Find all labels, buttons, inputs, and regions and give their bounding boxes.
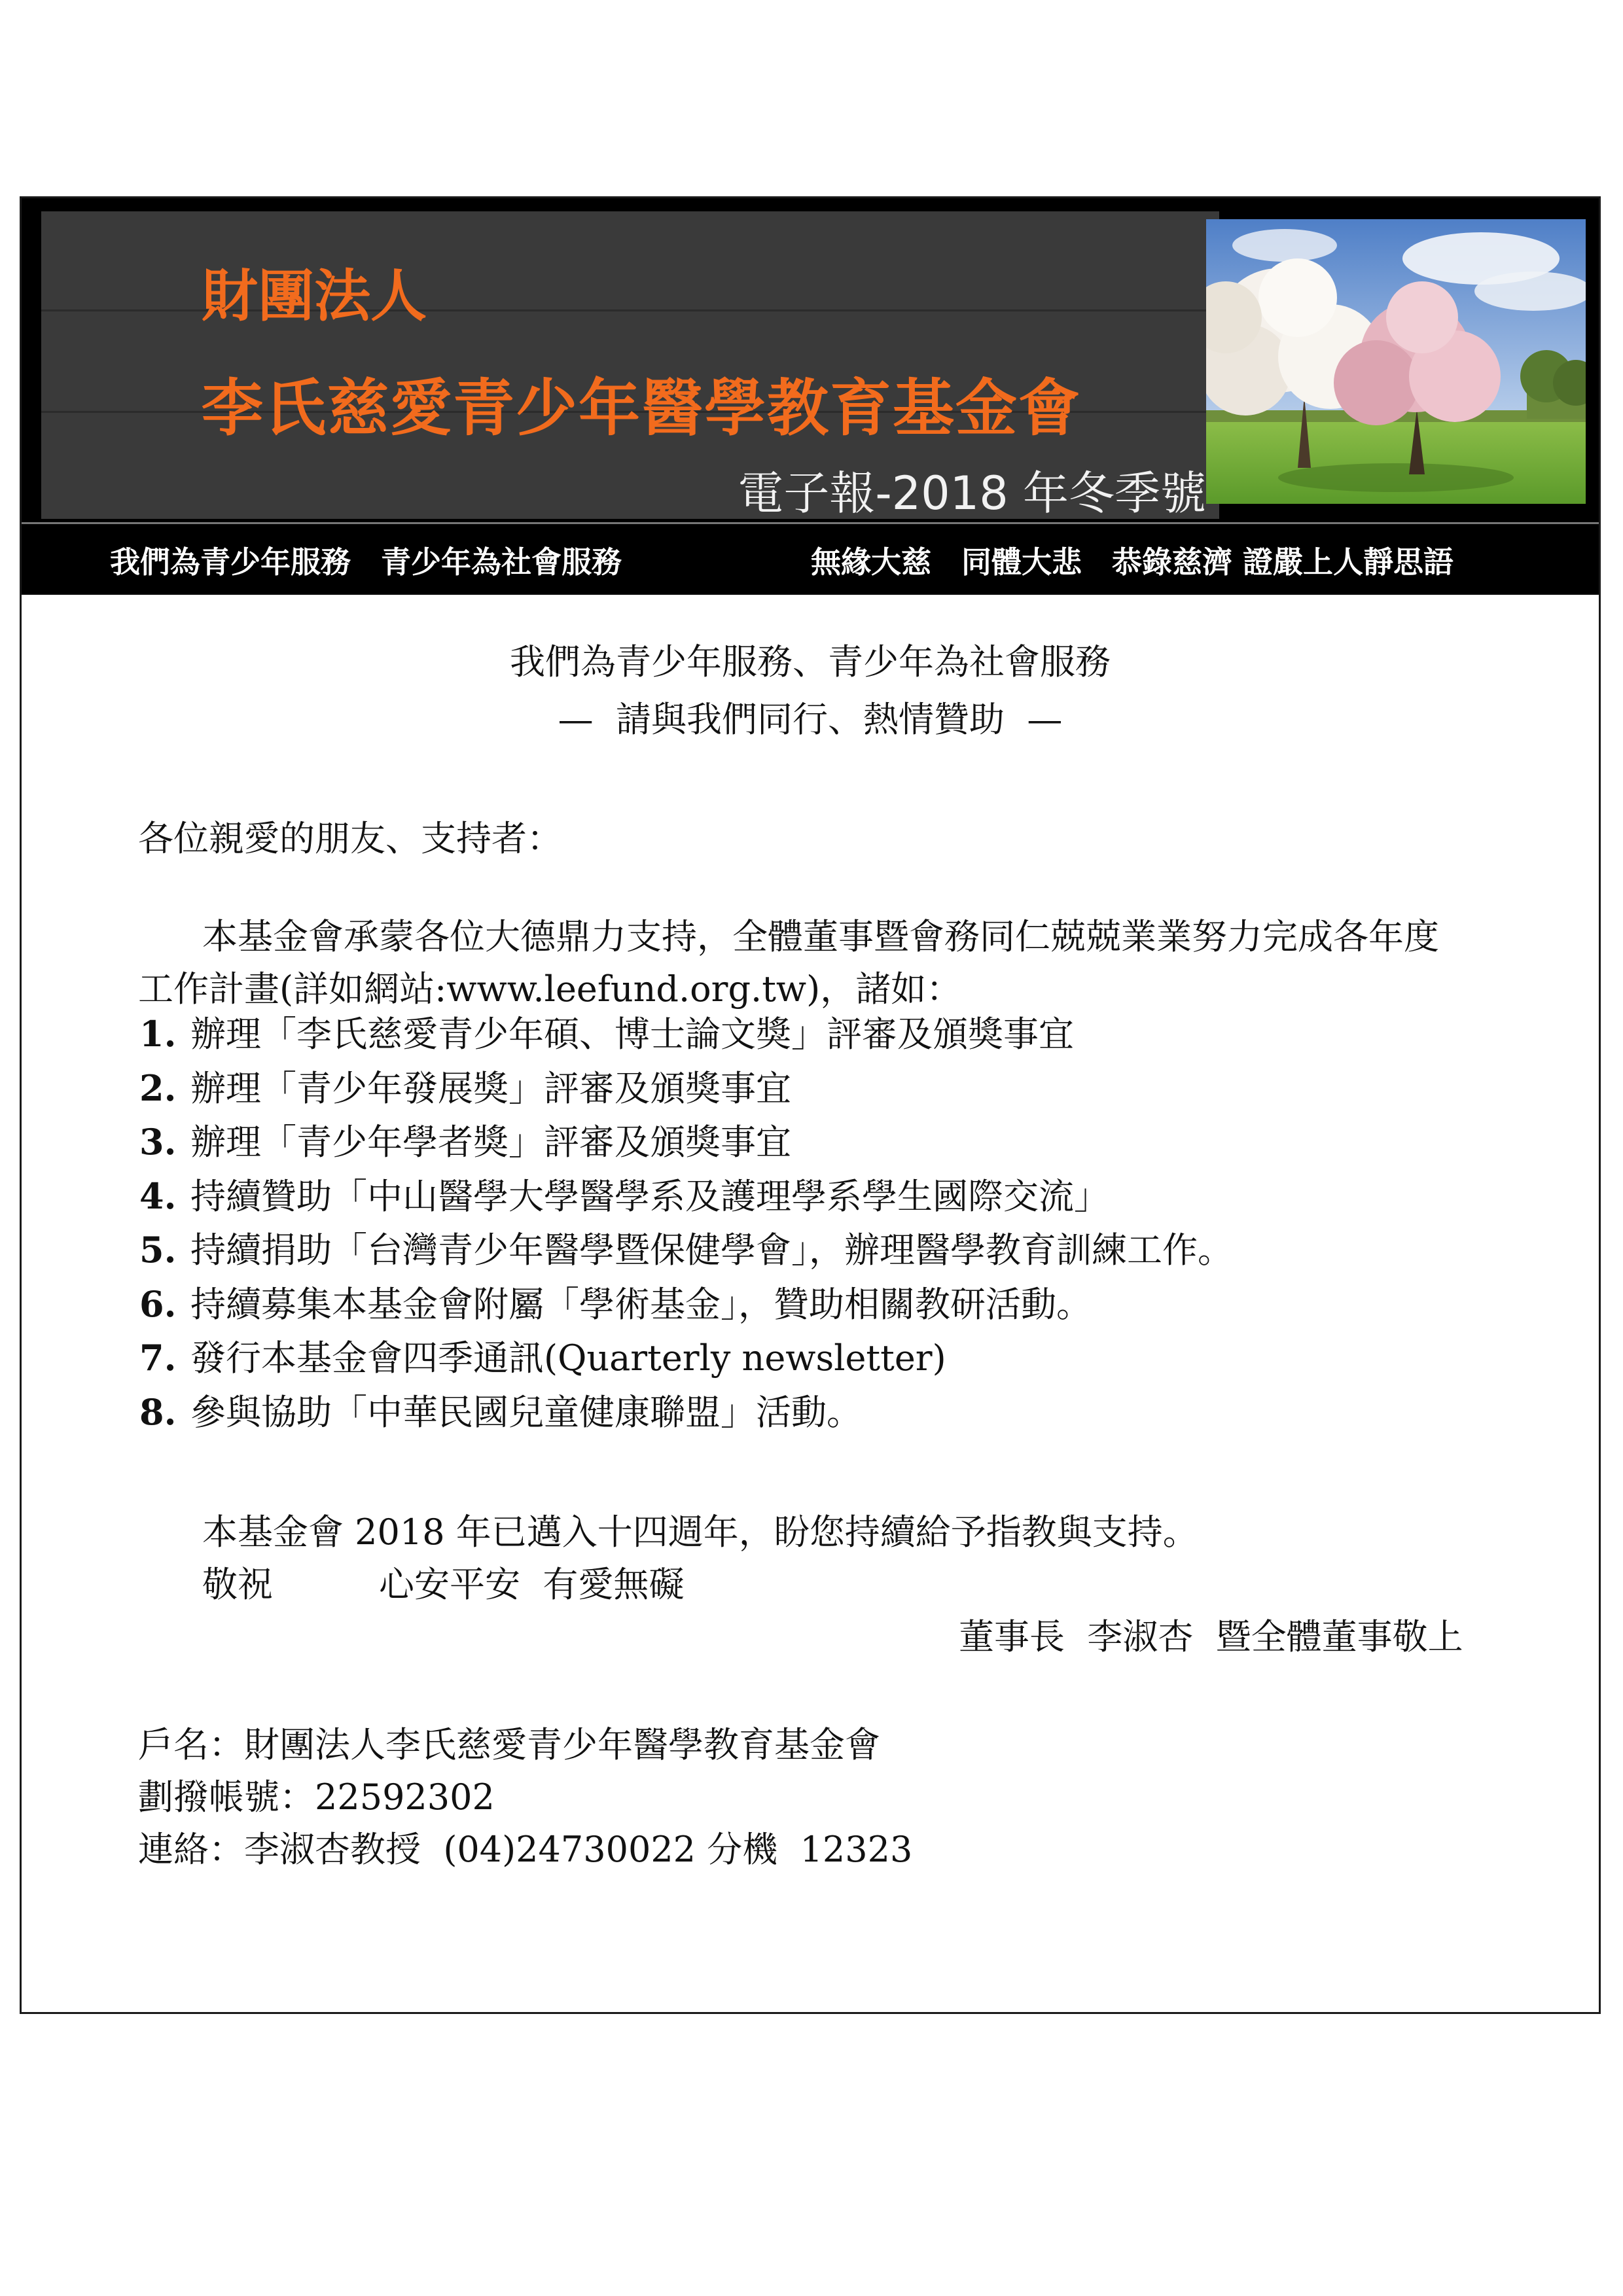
item-text: 發行本基金會四季通訊(Quarterly newsletter) bbox=[190, 1337, 946, 1379]
item-number: 4. bbox=[139, 1174, 177, 1217]
list-item bbox=[139, 1223, 1233, 1277]
item-text: 持續募集本基金會附屬「學術基金」，贊助相關教研活動。 bbox=[190, 1283, 1092, 1325]
item-number: 8. bbox=[139, 1390, 177, 1433]
org-name: 李氏慈愛青少年醫學教育基金會 bbox=[202, 373, 1082, 444]
closing-line: 本基金會 2018 年已邁入十四週年，盼您持續給予指教與支持。 bbox=[202, 1511, 1198, 1553]
motto-bar bbox=[22, 522, 1599, 595]
motto-left: 我們為青少年服務 青少年為社會服務 bbox=[110, 544, 622, 580]
list-item bbox=[139, 1061, 1233, 1116]
blossom-tree-photo bbox=[1206, 219, 1586, 504]
masthead bbox=[22, 198, 1599, 522]
issue-label: 電子報-2018 年冬季號 bbox=[738, 467, 1206, 520]
greeting-line: 敬祝 心安平安 有愛無礙 bbox=[202, 1564, 685, 1605]
item-text: 辦理「青少年學者獎」評審及頒獎事宜 bbox=[190, 1122, 791, 1163]
item-text: 辦理「青少年發展獎」評審及頒獎事宜 bbox=[190, 1067, 791, 1109]
item-text: 持續贊助「中山醫學大學醫學系及護理學系學生國際交流」 bbox=[190, 1175, 1109, 1217]
item-text: 參與協助「中華民國兒童健康聯盟」活動。 bbox=[190, 1391, 862, 1433]
item-number: 7. bbox=[139, 1337, 177, 1379]
item-text: 辦理「李氏慈愛青少年碩、博士論文獎」評審及頒獎事宜 bbox=[190, 1014, 1074, 1055]
list-item bbox=[139, 1331, 1233, 1385]
intro-title: 我們為青少年服務、青少年為社會服務 bbox=[510, 641, 1111, 682]
list-item bbox=[139, 1385, 1233, 1439]
masthead-panel bbox=[41, 211, 1219, 519]
newsletter-frame bbox=[20, 196, 1601, 2014]
item-number: 1. bbox=[139, 1013, 177, 1055]
work-items-list bbox=[139, 1007, 1233, 1439]
item-number: 5. bbox=[139, 1229, 177, 1271]
account-name: 戶名：財團法人李氏慈愛青少年醫學教育基金會 bbox=[138, 1724, 880, 1765]
account-number: 劃撥帳號：22592302 bbox=[138, 1776, 495, 1818]
list-item bbox=[139, 1115, 1233, 1169]
paragraph-line: 工作計畫(詳如網站:www.leefund.org.tw)，諸如： bbox=[138, 968, 962, 1010]
signature: 董事長 李淑杏 暨全體董事敬上 bbox=[959, 1616, 1463, 1657]
list-item bbox=[139, 1169, 1233, 1224]
item-number: 3. bbox=[139, 1121, 177, 1163]
item-number: 6. bbox=[139, 1282, 177, 1325]
item-number: 2. bbox=[139, 1067, 177, 1109]
item-text: 持續捐助「台灣青少年醫學暨保健學會」，辦理醫學教育訓練工作。 bbox=[190, 1229, 1233, 1271]
list-item bbox=[139, 1277, 1233, 1332]
salutation: 各位親愛的朋友、支持者： bbox=[138, 818, 562, 859]
motto-right: 無緣大慈 同體大悲 恭錄慈濟 證嚴上人靜思語 bbox=[811, 544, 1454, 580]
org-name-prefix: 財團法人 bbox=[202, 264, 427, 329]
list-item bbox=[139, 1007, 1233, 1061]
intro-subtitle: — 請與我們同行、熱情贊助 — bbox=[558, 699, 1063, 740]
contact-info: 連絡：李淑杏教授 (04)24730022 分機 12323 bbox=[138, 1829, 913, 1870]
paragraph-line: 本基金會承蒙各位大德鼎力支持，全體董事暨會務同仁兢兢業業努力完成各年度 bbox=[202, 916, 1439, 957]
